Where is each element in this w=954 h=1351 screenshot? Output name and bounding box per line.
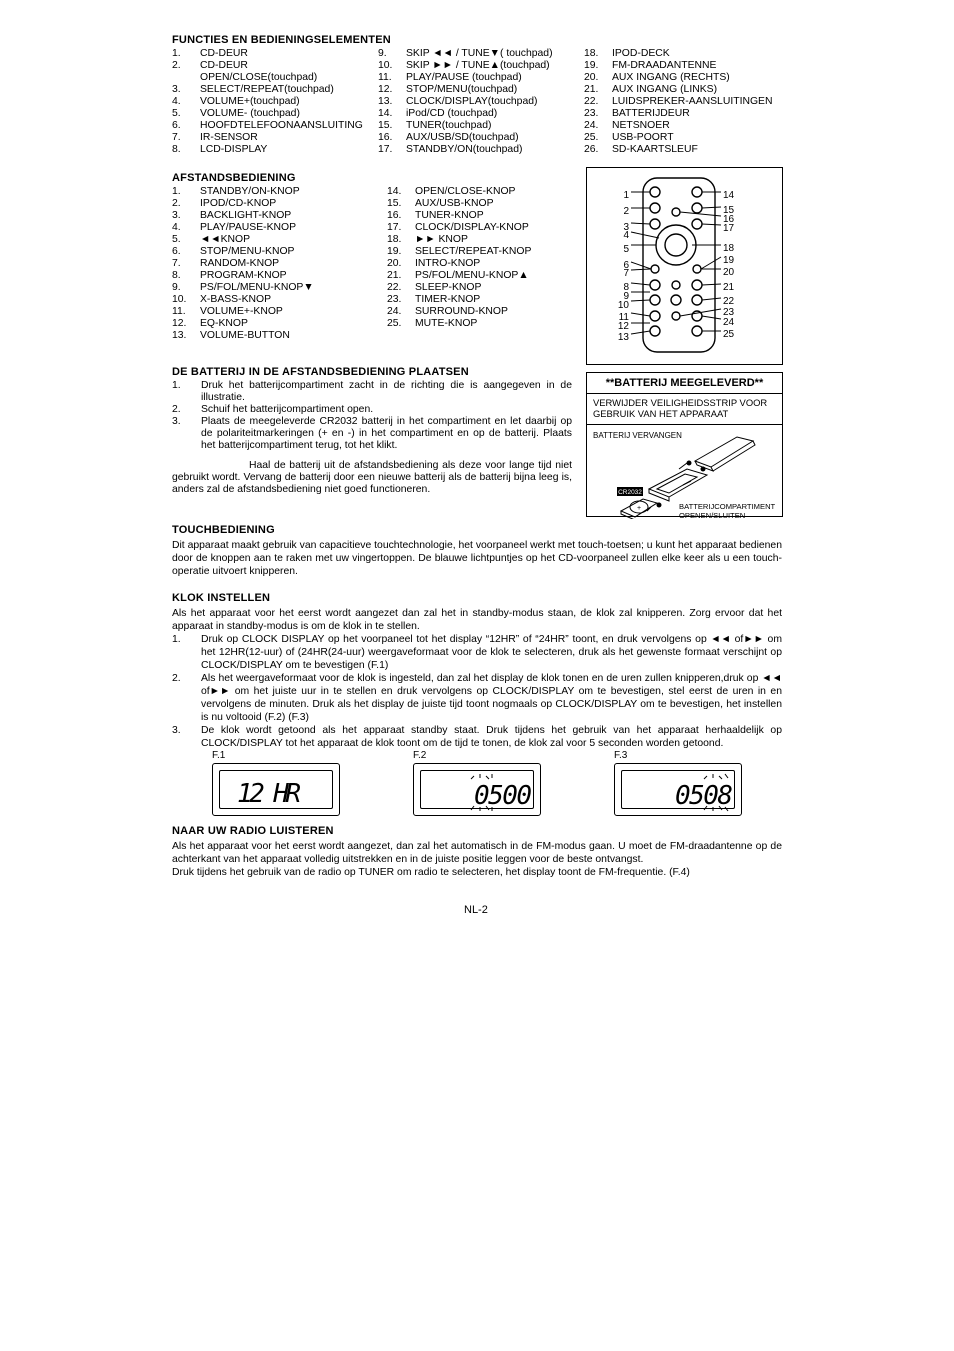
list-item-number: 15. xyxy=(387,198,402,209)
remote-col-2 xyxy=(387,186,587,342)
list-item xyxy=(172,258,387,270)
list-item-number: 24. xyxy=(583,120,599,131)
list-item-text: MUTE-KNOP xyxy=(415,318,478,329)
list-item xyxy=(172,246,387,258)
list-item xyxy=(172,306,387,318)
list-item-number: 9. xyxy=(172,282,181,293)
list-item-text: STANDBY/ON-KNOP xyxy=(200,186,300,197)
list-item-number: 1. xyxy=(172,634,181,645)
figure-1-readout: 12 HR xyxy=(237,779,301,809)
list-item-text: CD-DEUR xyxy=(200,48,248,59)
list-item-text: IPOD-DECK xyxy=(611,48,670,59)
list-item-text: RANDOM-KNOP xyxy=(200,258,280,269)
list-item-text: VOLUME+-KNOP xyxy=(200,306,283,317)
list-item-number: 12. xyxy=(377,84,393,95)
svg-text:+: + xyxy=(636,505,642,512)
list-item-text: AUX/USB/SD(touchpad) xyxy=(405,132,519,143)
list-item-number: 19. xyxy=(583,60,599,71)
clock-steps xyxy=(172,633,782,750)
list-item xyxy=(172,330,387,342)
list-item xyxy=(172,48,378,60)
remote-heading: AFSTANDSBEDIENING xyxy=(172,172,296,184)
list-item-number: 4. xyxy=(172,222,181,233)
list-item-text: TUNER-KNOP xyxy=(415,210,484,221)
list-item-number: 23. xyxy=(387,294,402,305)
list-item xyxy=(387,198,587,210)
list-item-number: 1. xyxy=(172,380,181,391)
clock-intro: Als het apparaat voor het eerst wordt aangezet dan zal het in standby-modus staan, de klok zal knipperen. Zorg ervoor dat het apparaat in standby-modus is om de klok in te stellen. xyxy=(172,608,782,632)
list-item-text: STOP/MENU(touchpad) xyxy=(405,84,518,95)
list-item-number: 25. xyxy=(387,318,402,329)
list-item xyxy=(584,96,783,108)
list-item-text: LCD-DISPLAY xyxy=(200,144,268,155)
diagram-label-right: 17 xyxy=(723,223,735,234)
functions-col-1 xyxy=(172,48,378,156)
list-item xyxy=(378,48,584,60)
diagram-label-left: 10 xyxy=(617,300,629,311)
list-item xyxy=(387,222,587,234)
functions-col-3 xyxy=(584,48,783,156)
list-item-text: SD-KAARTSLEUF xyxy=(611,144,698,155)
list-item xyxy=(584,144,783,156)
list-item xyxy=(584,132,783,144)
battery-open-close-label xyxy=(679,503,775,520)
diagram-label-left: 2 xyxy=(623,206,629,217)
list-item-text: NETSNOER xyxy=(611,120,670,131)
battery-open-line-2: OPENEN/SLUITEN xyxy=(679,510,746,520)
list-item xyxy=(172,318,387,330)
radio-heading: NAAR UW RADIO LUISTEREN xyxy=(172,825,334,837)
list-item-text: iPod/CD (touchpad) xyxy=(405,108,498,119)
list-item-text: TUNER(touchpad) xyxy=(405,120,492,131)
list-item-text: INTRO-KNOP xyxy=(415,258,481,269)
list-item-number: 11. xyxy=(172,306,186,317)
list-item xyxy=(172,84,378,96)
list-item-number: 26. xyxy=(583,144,599,155)
battery-open-line-1: BATTERIJCOMPARTIMENT xyxy=(679,502,776,511)
list-item xyxy=(378,72,584,84)
list-item-number: 2. xyxy=(172,404,181,415)
list-item-number: 3. xyxy=(172,84,181,95)
radio-section xyxy=(172,825,782,879)
radio-text-2: Druk tijdens het gebruik van de radio op TUNER om radio te selecteren, het display toont de FM-frequentie. (F.4) xyxy=(172,867,690,878)
list-item xyxy=(387,282,587,294)
list-item-text: USB-POORT xyxy=(611,132,674,143)
list-item-number: 23. xyxy=(583,108,599,119)
list-item xyxy=(387,246,587,258)
list-item xyxy=(172,144,378,156)
list-item-text: X-BASS-KNOP xyxy=(200,294,272,305)
diagram-label-left: 7 xyxy=(623,268,629,279)
list-item-number: 18. xyxy=(583,48,599,59)
list-item-text: HOOFDTELEFOONAANSLUITING xyxy=(200,120,363,131)
battery-box-title: **BATTERIJ MEEGELEVERD** xyxy=(587,373,782,394)
diagram-label-left: 11 xyxy=(618,312,629,323)
list-item-text: STOP/MENU-KNOP xyxy=(200,246,295,257)
diagram-label-left: 4 xyxy=(623,230,629,241)
list-item-number: 25. xyxy=(583,132,599,143)
diagram-label-right: 20 xyxy=(723,267,735,278)
list-item-text: BACKLIGHT-KNOP xyxy=(200,210,292,221)
figure-1-display xyxy=(212,763,340,816)
list-item xyxy=(172,96,378,108)
list-item xyxy=(172,633,782,672)
diagram-label-left: 6 xyxy=(623,260,629,271)
list-item-text: PS/FOL/MENU-KNOP▲ xyxy=(415,270,529,281)
figure-3-readout: 0508 xyxy=(675,781,733,811)
list-item-number: 20. xyxy=(387,258,402,269)
list-item xyxy=(378,144,584,156)
list-item-number: 12. xyxy=(172,318,187,329)
clock-heading: KLOK INSTELLEN xyxy=(172,592,271,604)
remote-diagram xyxy=(586,167,783,365)
list-item-number: 5. xyxy=(172,108,181,119)
figure-2-display xyxy=(413,763,541,816)
diagram-label-left: 1 xyxy=(623,190,629,201)
list-item-number: 13. xyxy=(172,330,187,341)
list-item xyxy=(584,48,783,60)
list-item-number: 11. xyxy=(377,72,392,83)
remote-illustration xyxy=(587,168,782,364)
list-item xyxy=(378,132,584,144)
figure-3-lcd xyxy=(615,764,741,815)
list-item-number: 19. xyxy=(387,246,402,257)
list-item-text: PS/FOL/MENU-KNOP▼ xyxy=(200,282,314,293)
list-item-text: EQ-KNOP xyxy=(200,318,248,329)
diagram-label-right: 18 xyxy=(723,243,735,254)
list-item-number: 17. xyxy=(387,222,402,233)
list-item-number: 21. xyxy=(387,270,402,281)
functions-heading: FUNCTIES EN BEDIENINGSELEMENTEN xyxy=(172,34,391,46)
list-item xyxy=(387,210,587,222)
list-item-text: SKIP ◄◄ / TUNE▼( touchpad) xyxy=(405,48,553,59)
list-item-text: OPEN/CLOSE(touchpad) xyxy=(200,72,318,83)
figure-1-lcd xyxy=(213,764,339,815)
list-item-number: 7. xyxy=(172,258,181,269)
diagram-label-left: 12 xyxy=(617,321,629,332)
touch-text: Dit apparaat maakt gebruik van capacitieve touchtechnologie, het voorpaneel werkt met touch-toetsen; u kunt het apparaat bedienen door de knoppen aan te raken met uw vingertoppen. De blauwe lichtpuntjes op het CD-voorpaneel zullen elke keer als u een touch-operatie uitvoert knipperen. xyxy=(172,540,782,577)
list-item xyxy=(172,132,378,144)
battery-heading: DE BATTERIJ IN DE AFSTANDSBEDIENING PLAATSEN xyxy=(172,366,469,378)
figure-2-lcd xyxy=(414,764,540,815)
list-item xyxy=(584,84,783,96)
list-item-text: VOLUME+(touchpad) xyxy=(200,96,300,107)
list-item-text: AUX INGANG (LINKS) xyxy=(611,84,718,95)
list-item xyxy=(172,210,387,222)
list-item-number: 15. xyxy=(377,120,393,131)
list-item xyxy=(172,672,782,724)
list-item xyxy=(378,120,584,132)
battery-steps xyxy=(172,380,572,452)
list-item xyxy=(584,60,783,72)
diagram-label-left: 3 xyxy=(623,222,629,233)
diagram-label-right: 21 xyxy=(723,282,735,293)
diagram-label-left: 13 xyxy=(617,332,629,343)
list-item-text: SLEEP-KNOP xyxy=(415,282,482,293)
page-number: NL-2 xyxy=(464,904,488,916)
figure-2-label: F.2 xyxy=(413,750,427,761)
list-item xyxy=(378,108,584,120)
list-item-text: SELECT/REPEAT(touchpad) xyxy=(200,84,334,95)
list-item xyxy=(387,234,587,246)
diagram-label-right: 15 xyxy=(723,205,735,216)
list-item xyxy=(172,380,572,404)
list-item-number: 10. xyxy=(377,60,393,71)
diagram-label-left: 9 xyxy=(623,291,629,302)
list-item xyxy=(172,282,387,294)
diagram-label-left: 5 xyxy=(623,244,629,255)
list-item-number: 9. xyxy=(377,48,387,59)
list-item xyxy=(172,270,387,282)
list-item-number: 3. xyxy=(172,416,181,427)
list-item xyxy=(387,294,587,306)
list-item-number: 6. xyxy=(172,246,181,257)
battery-section xyxy=(172,366,572,496)
list-item-text: CLOCK/DISPLAY(touchpad) xyxy=(405,96,538,107)
list-item-text: SELECT/REPEAT-KNOP xyxy=(415,246,532,257)
list-item xyxy=(172,234,387,246)
list-item-number: 2. xyxy=(172,198,181,209)
diagram-label-left: 8 xyxy=(623,282,629,293)
battery-note: Haal de batterij uit de afstandsbediening als deze voor lange tijd niet gebruikt wordt. Vervang de batterij door een nieuwe batterij als de batterij bijna leeg is, anders zal de afstandsbediening niet goed functioneren. xyxy=(172,460,572,495)
list-item-number: 22. xyxy=(583,96,599,107)
list-item xyxy=(584,108,783,120)
list-item-text: FM-DRAADANTENNE xyxy=(611,60,717,71)
list-item-number: 2. xyxy=(172,673,181,684)
list-item-text: De klok wordt getoond als het apparaat standby staat. Druk tijdens het gebruik van het apparaat herhaaldelijk op CLOCK/DISPLAY tot het apparaat de klok toont om de tijd te tonen, de klok zal voor 5 seconden worden getoond. xyxy=(201,725,782,749)
battery-replace-area xyxy=(587,425,782,519)
list-item-text: ◄◄KNOP xyxy=(200,234,251,245)
list-item-text: ►► KNOP xyxy=(415,234,468,245)
list-item-text: IPOD/CD-KNOP xyxy=(200,198,277,209)
list-item-number: 3. xyxy=(172,210,181,221)
diagram-label-right: 23 xyxy=(723,307,735,318)
list-item-text: AUX INGANG (RECHTS) xyxy=(611,72,730,83)
diagram-label-right: 24 xyxy=(723,317,735,328)
list-item xyxy=(387,258,587,270)
diagram-label-right: 19 xyxy=(723,255,735,266)
list-item-number: 8. xyxy=(172,144,181,155)
list-item xyxy=(172,120,378,132)
touch-heading: TOUCHBEDIENING xyxy=(172,524,275,536)
functions-col-2 xyxy=(378,48,584,156)
list-item-number: 8. xyxy=(172,270,181,281)
list-item-number: 2. xyxy=(172,60,181,71)
list-item xyxy=(387,318,587,330)
list-item-number: 1. xyxy=(172,48,181,59)
list-item-number: 7. xyxy=(172,132,181,143)
list-item-number: 16. xyxy=(377,132,393,143)
list-item-number: 22. xyxy=(387,282,402,293)
list-item-number: 16. xyxy=(387,210,402,221)
radio-text-1: Als het apparaat voor het eerst wordt aangezet, dan zal het automatisch in de FM-modus gaan. U moet de FM-draadantenne op de achterkant van het apparaat volledig uitstrekken en in de juiste positie leggen voor de beste ontvangst. xyxy=(172,841,782,865)
list-item xyxy=(172,294,387,306)
list-item-number: 5. xyxy=(172,234,181,245)
list-item-number: 21. xyxy=(583,84,599,95)
list-item xyxy=(387,186,587,198)
list-item-text: PLAY/PAUSE (touchpad) xyxy=(405,72,522,83)
list-item-text: Plaats de meegeleverde CR2032 batterij in het compartiment en let daarbij op de polariteitmarkeringen (+ en -) in het compartiment en op de batterij. Plaats het batterijcompartiment terug, tot het klikt. xyxy=(201,416,572,451)
list-item xyxy=(584,72,783,84)
list-item-number: 4. xyxy=(172,96,181,107)
list-item-number: 13. xyxy=(377,96,393,107)
list-item-number: 14. xyxy=(387,186,402,197)
list-item-number: 10. xyxy=(172,294,187,305)
list-item-number: 1. xyxy=(172,186,181,197)
list-item xyxy=(172,60,378,72)
battery-cell-label: CR2032 xyxy=(618,489,642,496)
list-item-text: PROGRAM-KNOP xyxy=(200,270,287,281)
list-item xyxy=(172,416,572,452)
list-item-text: Druk op CLOCK DISPLAY op het voorpaneel tot het display “12HR” of “24HR” toont, en druk vervolgens op ◄◄ of►► om het 12HR(12-uur) of (24HR(24-uur) weergaveformaat voor de klok te selecteren, druk als het gewenste formaat verschijnt op CLOCK/DISPLAY om te bevestigen (F.1) xyxy=(201,634,782,671)
list-item-text: CD-DEUR xyxy=(200,60,248,71)
list-item-text: AUX/USB-KNOP xyxy=(415,198,494,209)
list-item-text: LUIDSPREKER-AANSLUITINGEN xyxy=(611,96,773,107)
figure-2-readout: 0500 xyxy=(474,781,532,811)
list-item-text: PLAY/PAUSE-KNOP xyxy=(200,222,297,233)
diagram-label-right: 16 xyxy=(723,214,735,225)
figure-3-label: F.3 xyxy=(614,750,628,761)
diagram-label-right: 22 xyxy=(723,296,735,307)
list-item-text: Schuif het batterijcompartiment open. xyxy=(201,404,374,415)
list-item-text: VOLUME-BUTTON xyxy=(200,330,290,341)
list-item-number: 24. xyxy=(387,306,402,317)
diagram-label-right: 14 xyxy=(723,190,735,201)
list-item-number: 20. xyxy=(583,72,599,83)
list-item-text: SURROUND-KNOP xyxy=(415,306,508,317)
list-item xyxy=(584,120,783,132)
list-item-text: BATTERIJDEUR xyxy=(611,108,690,119)
list-item xyxy=(378,60,584,72)
diagram-label-right: 25 xyxy=(723,329,735,340)
list-item-number xyxy=(172,72,200,84)
remote-col-1 xyxy=(172,186,387,342)
list-item-text: SKIP ►► / TUNE▲(touchpad) xyxy=(405,60,550,71)
list-item-number: 17. xyxy=(377,144,393,155)
list-item-text: STANDBY/ON(touchpad) xyxy=(405,144,523,155)
list-item-number: 6. xyxy=(172,120,181,131)
list-item xyxy=(387,270,587,282)
list-item-text: IR-SENSOR xyxy=(200,132,258,143)
list-item xyxy=(172,404,572,416)
figure-1-label: F.1 xyxy=(212,750,226,761)
list-item xyxy=(378,84,584,96)
list-item xyxy=(172,108,378,120)
list-item-number: 3. xyxy=(172,725,181,736)
list-item xyxy=(387,306,587,318)
list-item xyxy=(172,186,387,198)
list-item-text: OPEN/CLOSE-KNOP xyxy=(415,186,516,197)
figure-3-display xyxy=(614,763,742,816)
list-item-text: Druk het batterijcompartiment zacht in de richting die is aangegeven in de illustratie. xyxy=(201,380,572,403)
battery-info-box xyxy=(586,372,783,520)
list-item-text: Als het weergaveformaat voor de klok is ingesteld, dan zal het display de klok tonen en de uren zullen knipperen,druk op ◄◄ of►► om het juiste uur in te stellen en druk vervolgens op CLOCK/DISPLAY om te bevestigen, stel eerst de uren in en vervolgens de minuten. Druk als het display de juiste tijd toont nogmaals op CLOCK/DISPLAY om te bevestigen, het instellen is nu voltooid (F.2) (F.3) xyxy=(201,673,782,723)
list-item-text: CLOCK/DISPLAY-KNOP xyxy=(415,222,529,233)
battery-strip-note: VERWIJDER VEILIGHEIDSSTRIP VOOR GEBRUIK VAN HET APPARAAT xyxy=(587,394,782,425)
list-item-text: TIMER-KNOP xyxy=(415,294,481,305)
list-item xyxy=(172,198,387,210)
list-item-text: VOLUME- (touchpad) xyxy=(200,108,300,119)
lower-sections xyxy=(172,524,782,750)
list-item-number: 14. xyxy=(377,108,393,119)
list-item xyxy=(172,724,782,750)
list-item xyxy=(378,96,584,108)
list-item-number: 18. xyxy=(387,234,402,245)
functions-list xyxy=(172,48,783,156)
battery-replace-label: BATTERIJ VERVANGEN xyxy=(593,431,682,440)
list-item xyxy=(172,72,378,84)
list-item xyxy=(172,222,387,234)
